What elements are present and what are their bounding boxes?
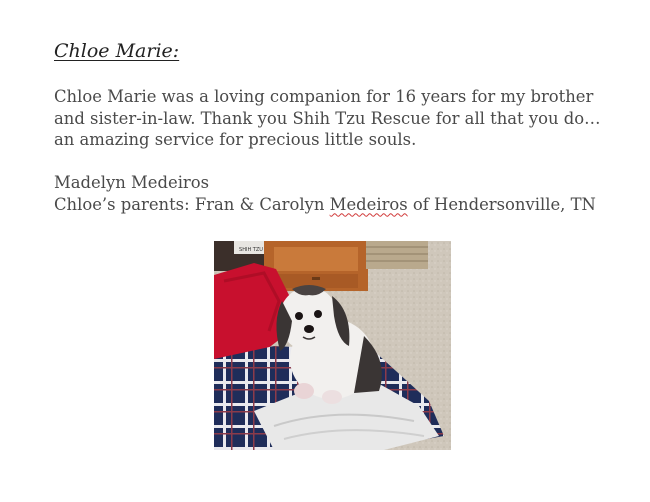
paragraph-line-1: Chloe Marie was a loving companion for 16 years for my brother	[54, 87, 594, 106]
parents-suffix: of Hendersonville, TN	[407, 194, 596, 214]
parents-prefix: Chloe’s parents: Fran & Carolyn	[54, 194, 330, 214]
paragraph-line-2: and sister-in-law. Thank you Shih Tzu Rescue for all that you do…	[54, 108, 601, 128]
dog-right-eye	[314, 310, 322, 318]
label-text: SHIH TZU	[239, 247, 263, 253]
dog-nose	[304, 325, 314, 333]
memorial-paragraph	[54, 86, 644, 151]
signature-parents-line	[54, 194, 644, 216]
dog-photo	[214, 241, 451, 450]
dog-left-eye	[295, 312, 303, 320]
memorial-title: Chloe Marie:	[54, 40, 180, 62]
signature-name: Madelyn Medeiros	[54, 173, 210, 192]
paragraph-line-3: an amazing service for precious little souls.	[54, 130, 417, 149]
dog-front-leg-right	[322, 390, 342, 404]
wicker-basket	[366, 241, 428, 269]
misspelled-word[interactable]: Medeiros	[329, 194, 408, 214]
dog-front-leg-left	[294, 383, 314, 399]
signature-block	[54, 172, 644, 215]
